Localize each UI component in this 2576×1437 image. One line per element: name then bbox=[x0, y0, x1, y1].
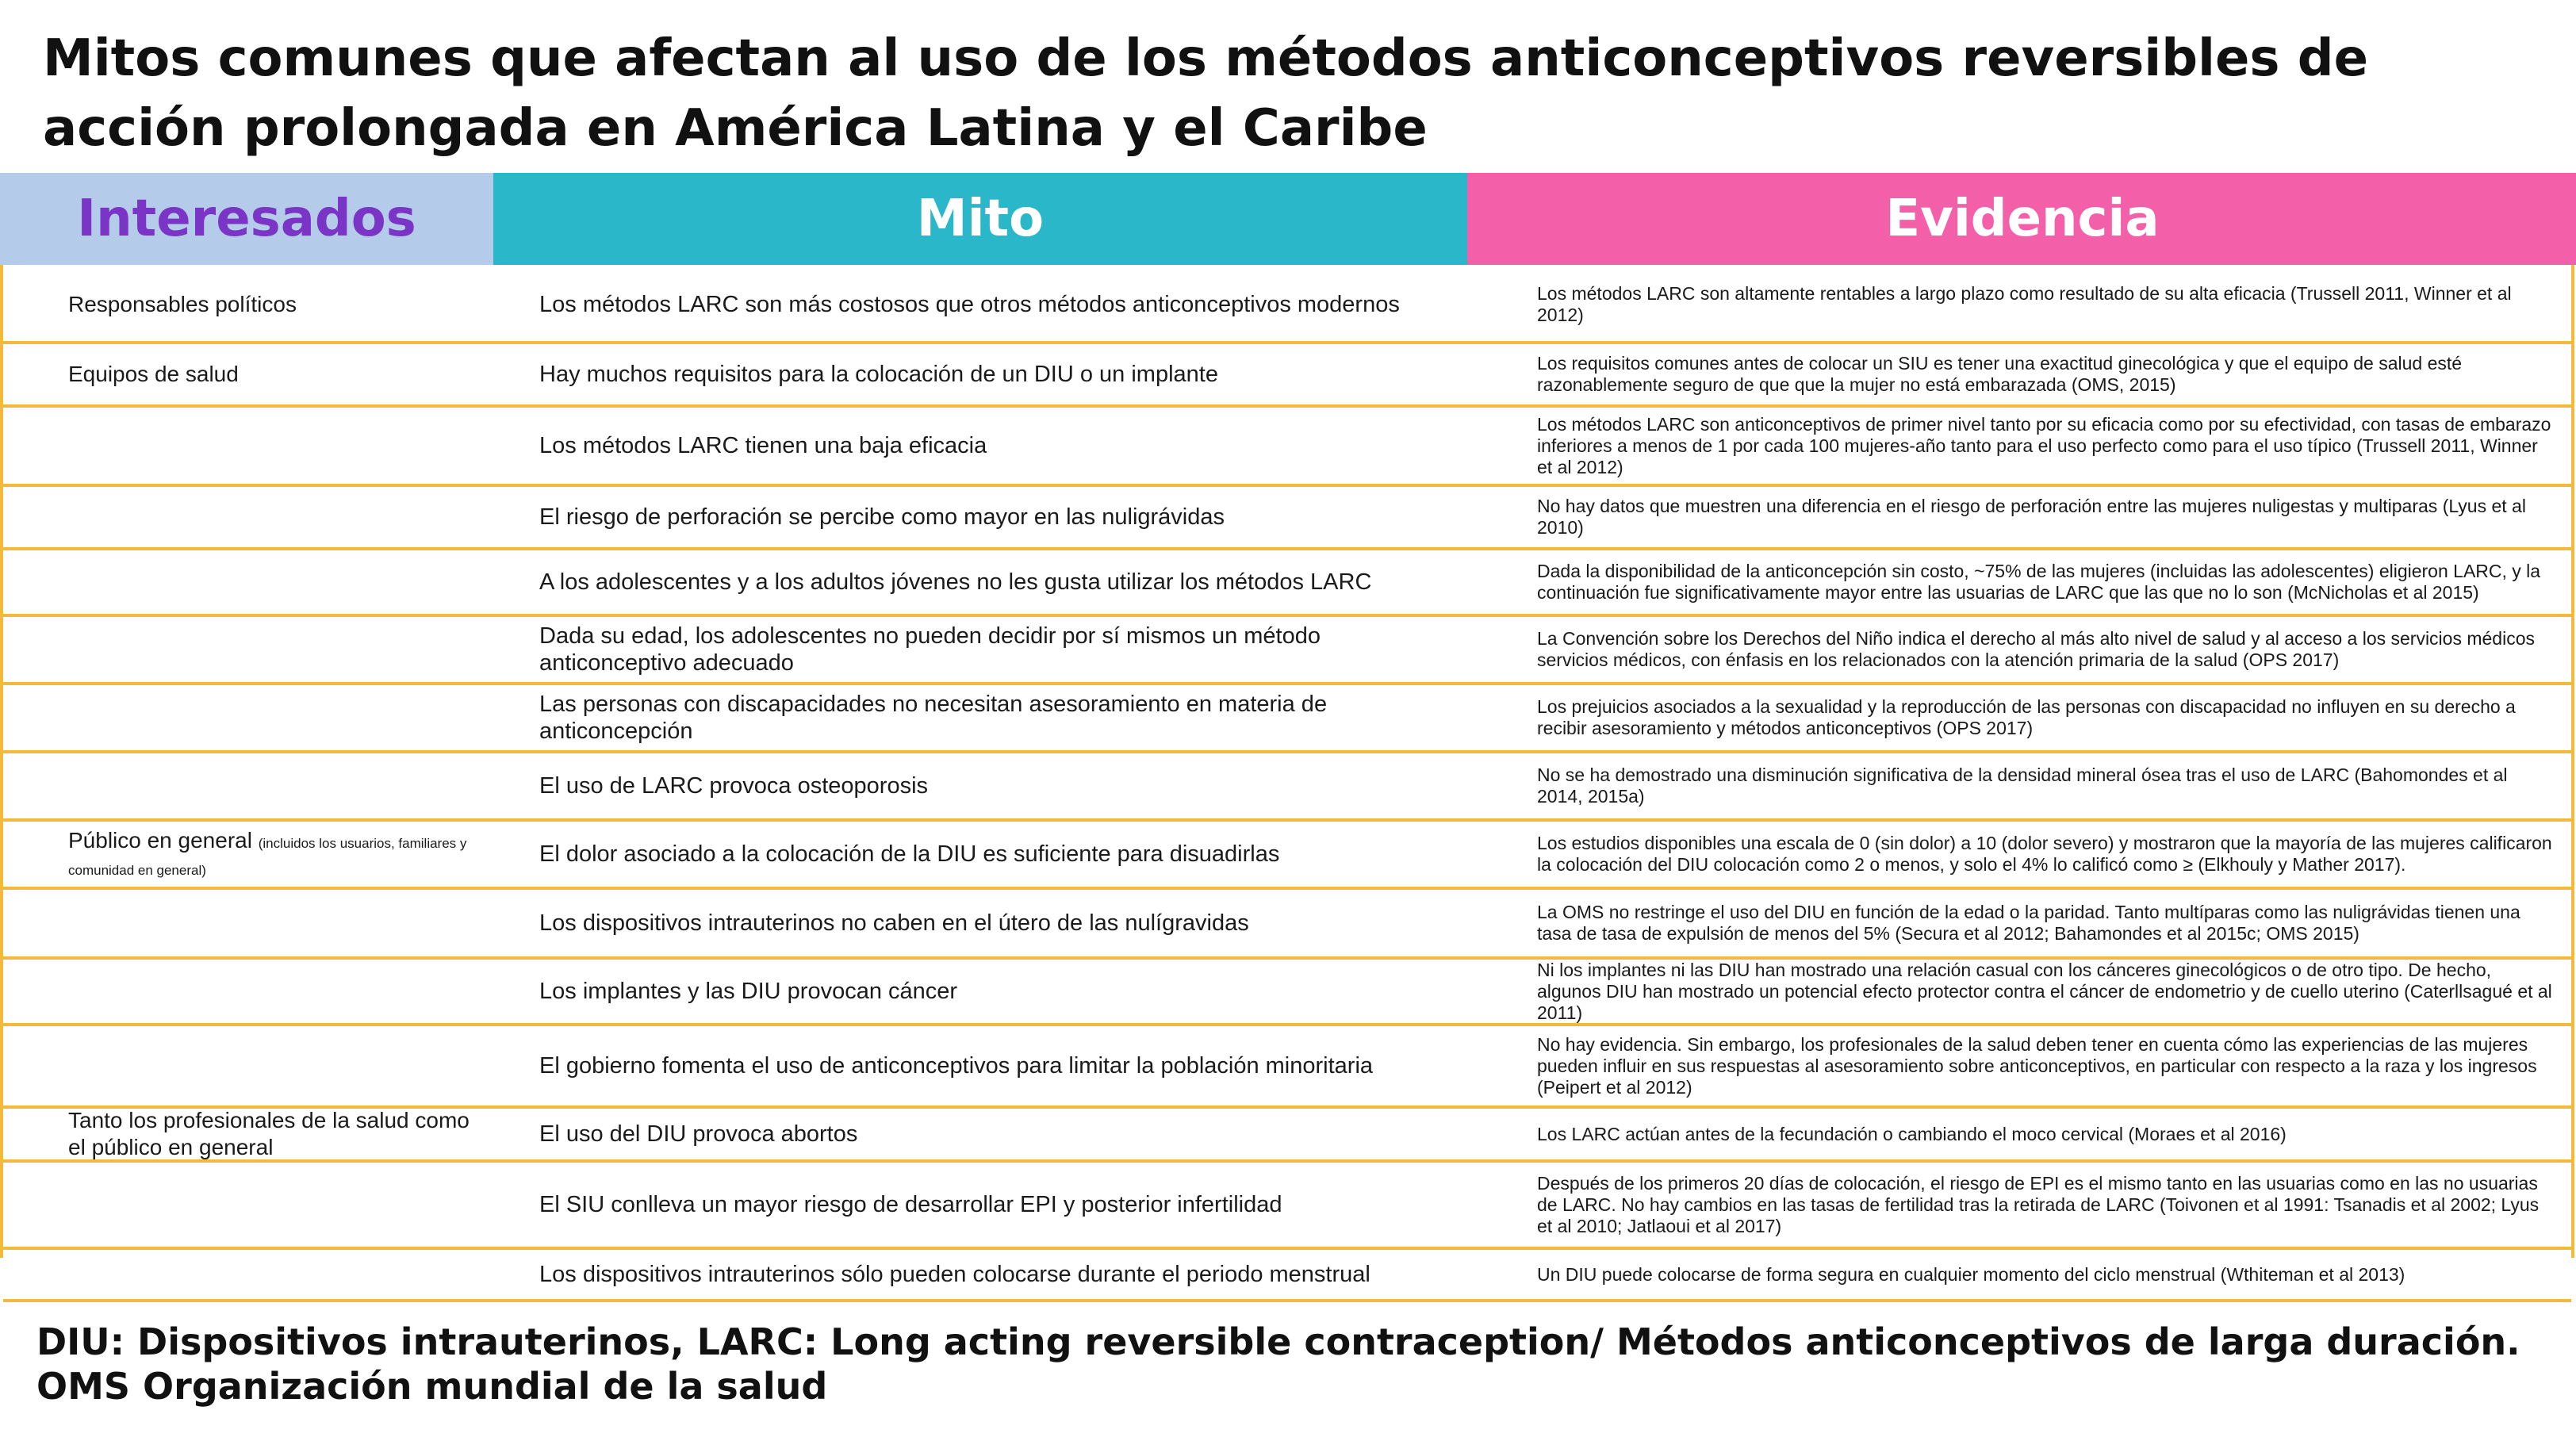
stakeholder-label: Público en general bbox=[68, 828, 252, 853]
stakeholder-cell: Tanto los profesionales de la salud como el público en general bbox=[68, 1108, 470, 1159]
evidence-cell: Los métodos LARC son altamente rentables a largo plazo como resultado de su alta eficacia (Trussell 2011, Winner et al 2012) bbox=[1537, 283, 2512, 325]
evidence-cell: No hay evidencia. Sin embargo, los profesionales de la salud deben tener en cuenta cómo las experiencias de las mujeres pueden influir en sus respuestas al asesoramiento sobre anticonceptivos, en particular con respecto a la raza y los ingresos (Peipert et al 2012) bbox=[1537, 1033, 2537, 1098]
table-row bbox=[3, 1109, 2571, 1163]
evidence-cell: Después de los primeros 20 días de colocación, el riesgo de EPI es el mismo tanto en las usuarias como en las no usuarias de LARC. No hay cambios en las tasas de fertilidad tras la retirada de LARC (Toivonen et al 1991: Tsanadis et al 2002; Lyus et al 2010; Jatlaoui et al 2017) bbox=[1537, 1172, 2540, 1236]
evidence-cell: Un DIU puede colocarse de forma segura en cualquier momento del ciclo menstrual (Wthiteman et al 2013) bbox=[1537, 1263, 2405, 1285]
myth-cell: Los dispositivos intrauterinos no caben en el útero de las nulígravidas bbox=[539, 910, 1249, 936]
stakeholder-cell bbox=[68, 1026, 481, 1106]
evidence-cell: No se ha demostrado una disminución significativa de la densidad mineral ósea tras el uso de LARC (Bahomondes et al 2014, 2015a) bbox=[1537, 764, 2508, 807]
myth-cell: Hay muchos requisitos para la colocación de un DIU o un implante bbox=[539, 362, 1218, 387]
table-row bbox=[3, 1250, 2571, 1302]
evidence-cell: La Convención sobre los Derechos del Niño indica el derecho al más alto nivel de salud y al acceso a los servicios médicos servicios médicos, con énfasis en los relacionados con la atención primaria de la salud (OPS 2017) bbox=[1537, 628, 2535, 670]
stakeholder-cell bbox=[68, 550, 481, 614]
myth-cell: Los dispositivos intrauterinos sólo pueden colocarse durante el periodo menstrual bbox=[539, 1262, 1370, 1287]
myth-cell: Dada su edad, los adolescentes no pueden decidir por sí mismos un método anticonceptivo adecuado bbox=[539, 623, 1321, 676]
stakeholder-cell bbox=[68, 487, 481, 547]
stakeholder-cell bbox=[68, 822, 481, 887]
table-row bbox=[3, 550, 2571, 617]
stakeholder-cell: Equipos de salud bbox=[68, 362, 239, 386]
evidence-cell: La OMS no restringe el uso del DIU en función de la edad o la paridad. Tanto multíparas como las nuligrávidas tienen una tasa de tasa de expulsión de menos del 5% (Secura et al 2012; Bahamondes et al 2015c; OMS 2015) bbox=[1537, 902, 2520, 944]
table-row bbox=[3, 822, 2571, 890]
evidence-cell: Los prejuicios asociados a la sexualidad y la reproducción de las personas con discapacidad no influyen en su derecho a recibir asesoramiento y métodos anticonceptivos (OPS 2017) bbox=[1537, 696, 2516, 738]
myth-cell: Los implantes y las DIU provocan cáncer bbox=[539, 979, 958, 1004]
stakeholder-cell: Responsables políticos bbox=[68, 292, 297, 316]
table-row bbox=[3, 890, 2571, 960]
stakeholder-note: (incluidos los usuarios, familiares y comunidad en general) bbox=[68, 836, 467, 878]
table-row bbox=[3, 617, 2571, 685]
stakeholder-cell bbox=[68, 685, 481, 750]
myth-cell: Las personas con discapacidades no necesitan asesoramiento en materia de anticoncepción bbox=[539, 692, 1328, 744]
table-row bbox=[3, 960, 2571, 1026]
stakeholder-cell bbox=[68, 960, 481, 1023]
myth-cell: El uso del DIU provoca abortos bbox=[539, 1121, 858, 1147]
table-row bbox=[3, 753, 2571, 822]
page-title: Mitos comunes que afectan al uso de los métodos anticonceptivos reversibles de acción prolongada en América Latina y el Caribe bbox=[43, 29, 2368, 158]
myth-cell: Los métodos LARC tienen una baja eficacia bbox=[539, 433, 987, 458]
table-row bbox=[3, 408, 2571, 487]
evidence-cell: Los métodos LARC son anticonceptivos de primer nivel tanto por su eficacia como por su efectividad, con tasas de embarazo inferiores a menos de 1 por cada 100 mujeres-año tanto para el uso perfecto como para el uso típico (Trussell 2011, Winner et al 2012) bbox=[1537, 413, 2551, 477]
myth-cell: El gobierno fomenta el uso de anticonceptivos para limitar la población minoritaria bbox=[539, 1053, 1374, 1079]
table-row bbox=[3, 268, 2571, 344]
myth-cell: El uso de LARC provoca osteoporosis bbox=[539, 773, 929, 799]
myth-cell: A los adolescentes y a los adultos jóvenes no les gusta utilizar los métodos LARC bbox=[539, 569, 1372, 595]
footnote: DIU: Dispositivos intrauterinos, LARC: Long acting reversible contraception/ Métodos anticonceptivos de larga duración. OMS Organización mundial de la salud bbox=[36, 1320, 2520, 1408]
myth-cell: El riesgo de perforación se percibe como mayor en las nuligrávidas bbox=[539, 504, 1225, 530]
evidence-cell: Los requisitos comunes antes de colocar un SIU es tener una exactitud ginecológica y que el equipo de salud esté razonablemente seguro de que que la mujer no está embarazada (OMS, 2015) bbox=[1537, 353, 2463, 395]
header-stakeholders: Interesados bbox=[0, 173, 493, 265]
myth-cell: Los métodos LARC son más costosos que otros métodos anticonceptivos modernos bbox=[539, 292, 1400, 317]
table-row bbox=[3, 685, 2571, 753]
table-row bbox=[3, 487, 2571, 550]
stakeholder-cell bbox=[68, 1250, 481, 1299]
myth-cell: El dolor asociado a la colocación de la DIU es suficiente para disuadirlas bbox=[539, 841, 1280, 867]
stakeholder-cell bbox=[68, 617, 481, 682]
evidence-cell: Dada la disponibilidad de la anticoncepción sin costo, ~75% de las mujeres (incluidas las adolescentes) eligieron LARC, y la continuación fue significativamente mayor entre las usuarias de LARC que las que no lo son (McNicholas et al 2015) bbox=[1537, 561, 2541, 603]
header-evidence: Evidencia bbox=[1467, 173, 2576, 265]
evidence-cell: No hay datos que muestren una diferencia en el riesgo de perforación entre las mujeres nuligestas y multiparas (Lyus et al 2010) bbox=[1537, 496, 2526, 538]
table-row bbox=[3, 344, 2571, 408]
evidence-cell: Los estudios disponibles una escala de 0 (sin dolor) a 10 (dolor severo) y mostraron que la mayoría de las mujeres calificaron la colocación del DIU colocación como 2 o menos, y solo el 4% lo calificó como ≥ (Elkhouly y Mather 2017). bbox=[1537, 833, 2552, 875]
stakeholder-cell bbox=[68, 753, 481, 818]
stakeholder-cell bbox=[68, 408, 481, 484]
evidence-cell: Los LARC actúan antes de la fecundación o cambiando el moco cervical (Moraes et al 2016) bbox=[1537, 1123, 2287, 1144]
table-row bbox=[3, 1026, 2571, 1109]
stakeholder-cell bbox=[68, 1163, 481, 1247]
myth-cell: El SIU conlleva un mayor riesgo de desarrollar EPI y posterior infertilidad bbox=[539, 1192, 1282, 1217]
stakeholder-cell bbox=[68, 890, 481, 956]
header-myth: Mito bbox=[493, 173, 1467, 265]
evidence-cell: Ni los implantes ni las DIU han mostrado una relación casual con los cánceres ginecológicos o de otro tipo. De hecho, algunos DIU han mostrado un potencial efecto protector contra el cáncer de endometrio y de cuello uterino (Caterllsagué et al 2011) bbox=[1537, 959, 2552, 1023]
table-row bbox=[3, 1163, 2571, 1250]
myths-table bbox=[0, 173, 2574, 1287]
